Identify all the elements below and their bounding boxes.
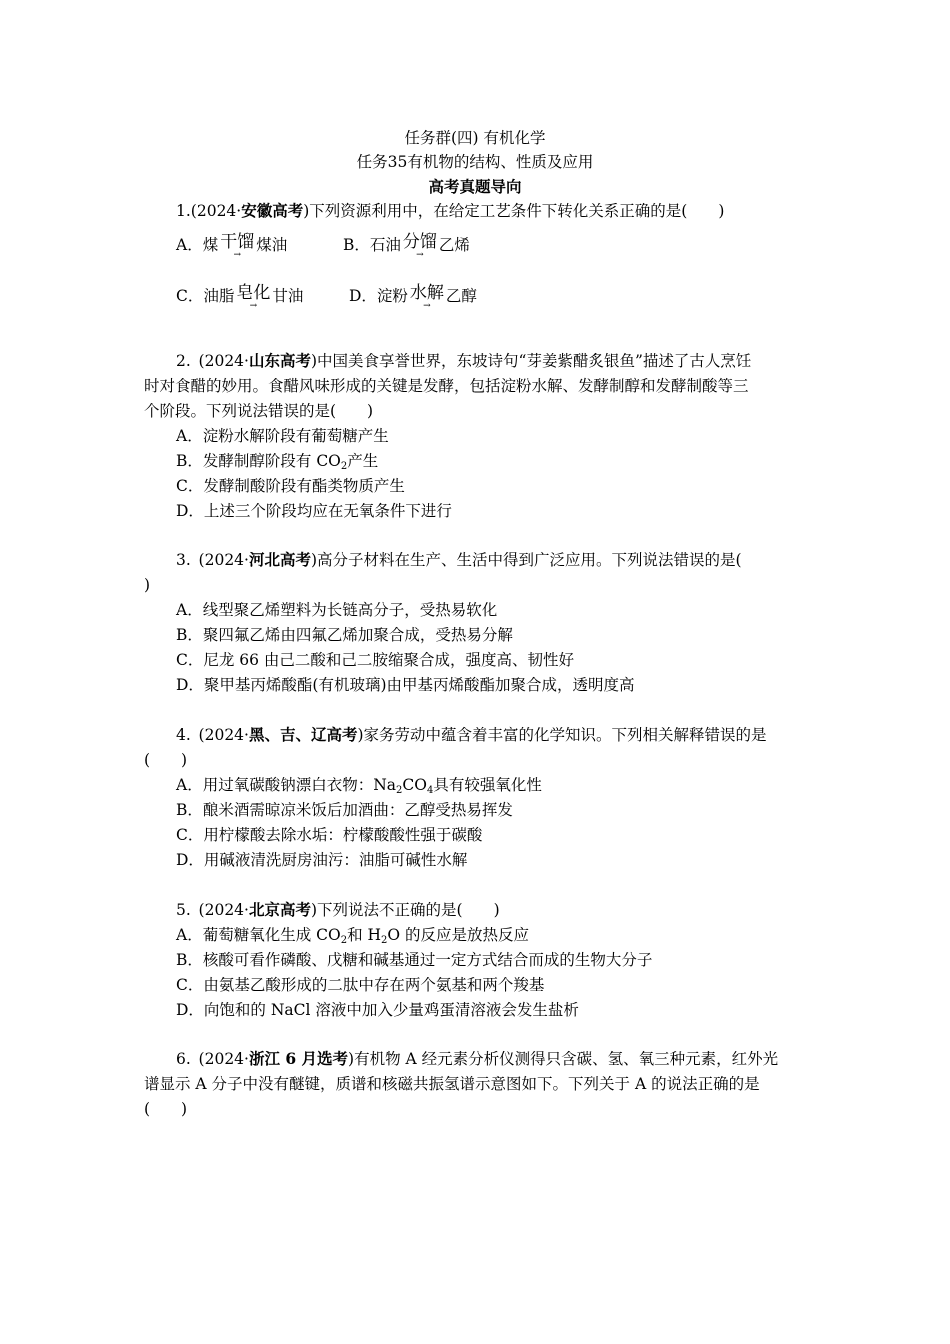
option-c: C．油脂 皂化 → 甘油 (176, 283, 304, 311)
section-title: 高考真题导向 (428, 177, 522, 196)
question-number: 5. (176, 901, 191, 919)
question-6-stem-line-1: 6. (2024·浙江 6 月选考)有机物 A 经元素分析仪测得只含碳、氢、氧三种元素，红外光 (176, 1049, 779, 1068)
question-source: 黑、吉、辽高考 (248, 725, 358, 744)
option-b: B．核酸可看作磷酸、戊糖和碱基通过一定方式结合而成的生物大分子 (176, 951, 653, 969)
question-source: 浙江 6 月选考 (248, 1049, 349, 1068)
option-d: D．淀粉 水解 → 乙醇 (348, 283, 477, 311)
question-number: 2. (176, 352, 191, 370)
question-4-stem-line-2: ( ) (144, 751, 188, 769)
option-b: B．石油 分馏 → 乙烯 (342, 232, 470, 260)
reaction-arrow: 水解 → (409, 283, 444, 311)
question-5-stem: 5. (2024·北京高考)下列说法不正确的是( ) (176, 900, 500, 919)
question-source: 山东高考 (248, 351, 311, 370)
option-b: B．聚四氟乙烯由四氟乙烯加聚合成，受热易分解 (176, 626, 513, 644)
question-2-stem-line-2: 时对食醋的妙用。食醋风味形成的关键是发酵，包括淀粉水解、发酵制醇和发酵制酸等三 (144, 377, 749, 395)
question-6-stem-line-2: 谱显示 A 分子中没有醚键，质谱和核磁共振氢谱示意图如下。下列关于 A 的说法正确的是 (144, 1075, 760, 1093)
question-4-stem-line-1: 4. (2024·黑、吉、辽高考)家务劳动中蕴含着丰富的化学知识。下列相关解释错误的是 (176, 725, 767, 744)
question-number: 3. (176, 551, 191, 569)
option-a: A．葡萄糖氧化生成 $CO_2$和 $H_2O$ 的反应是放热反应 (176, 926, 530, 946)
option-a: A．煤 干馏 → 煤油 (176, 232, 288, 260)
question-3-stem-line-1: 3. (2024·河北高考)高分子材料在生产、生活中得到广泛应用。下列说法错误的是( (176, 550, 742, 569)
group-title: 任务群(四) 有机化学 (404, 129, 546, 147)
option-d: D．上述三个阶段均应在无氧条件下进行 (176, 502, 452, 520)
option-a: A．淀粉水解阶段有葡萄糖产生 (176, 427, 389, 445)
question-number: 6. (176, 1050, 191, 1068)
option-d: D．用碱液清洗厨房油污：油脂可碱性水解 (176, 851, 468, 869)
option-b: B．酿米酒需晾凉米饭后加酒曲：乙醇受热易挥发 (176, 801, 513, 819)
option-d: D．聚甲基丙烯酸酯(有机玻璃)由甲基丙烯酸酯加聚合成，透明度高 (176, 676, 635, 694)
reaction-arrow: 分馏 → (402, 232, 437, 260)
task-title: 任务35有机物的结构、性质及应用 (356, 153, 594, 171)
option-b: B．发酵制醇阶段有 $CO_2$产生 (176, 452, 379, 472)
question-3-stem-line-2: ) (144, 576, 151, 594)
question-1-stem: 1.(2024·安徽高考)下列资源利用中，在给定工艺条件下转化关系正确的是( ) (176, 201, 725, 220)
question-number: 4. (176, 726, 191, 744)
option-c: C．由氨基乙酸形成的二肽中存在两个氨基和两个羧基 (176, 976, 545, 994)
question-6-stem-line-3: ( ) (144, 1100, 188, 1118)
question-text: 下列资源利用中，在给定工艺条件下转化关系正确的是( ) (309, 202, 725, 220)
question-1-options-row-1 (176, 230, 470, 260)
reaction-arrow: 干馏 → (220, 232, 255, 260)
option-c: C．尼龙 66 由己二酸和己二胺缩聚合成，强度高、韧性好 (176, 651, 574, 669)
option-d: D．向饱和的 NaCl 溶液中加入少量鸡蛋清溶液会发生盐析 (176, 1001, 579, 1019)
option-a: A．线型聚乙烯塑料为长链高分子，受热易软化 (176, 601, 498, 619)
question-source: 安徽高考 (241, 201, 304, 220)
question-number: 1. (176, 202, 191, 220)
question-source: 河北高考 (248, 550, 311, 569)
option-c: C．用柠檬酸去除水垢：柠檬酸酸性强于碳酸 (176, 826, 483, 844)
option-a: A．用过氧碳酸钠漂白衣物：$Na_2CO_4$具有较强氧化性 (176, 776, 542, 796)
question-source: 北京高考 (248, 900, 311, 919)
reaction-arrow: 皂化 → (236, 283, 271, 311)
question-2-stem-line-1: 2. (2024·山东高考)中国美食享誉世界，东坡诗句“芽姜紫醋炙银鱼”描述了古人烹饪 (176, 351, 752, 370)
question-2-stem-line-3: 个阶段。下列说法错误的是( ) (144, 402, 374, 420)
option-c: C．发酵制酸阶段有酯类物质产生 (176, 477, 405, 495)
question-1-options-row-2 (176, 281, 477, 311)
